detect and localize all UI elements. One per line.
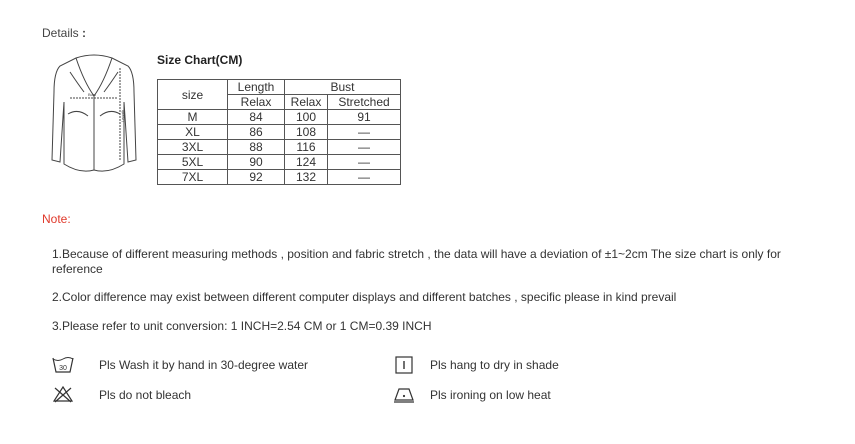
cell-bust-relax: 116	[285, 140, 328, 155]
cell-length: 84	[228, 110, 285, 125]
hand-wash-icon	[52, 356, 74, 374]
note-label: Note:	[42, 212, 71, 226]
note-item-1: 1.Because of different measuring methods , position and fabric stretch , the data will have a deviation of ±1~2cm The size chart is only for reference	[52, 247, 781, 276]
cell-length: 88	[228, 140, 285, 155]
cell-size: 7XL	[158, 170, 228, 185]
hang-dry-icon	[393, 356, 415, 374]
header-bust: Bust	[285, 80, 401, 95]
cell-length: 92	[228, 170, 285, 185]
details-label: Details	[42, 26, 79, 40]
garment-bust-label: Bust	[88, 92, 97, 97]
cell-bust-relax: 100	[285, 110, 328, 125]
cell-size: 3XL	[158, 140, 228, 155]
iron-low-heat-icon	[393, 385, 415, 403]
care-dry-text: Pls hang to dry in shade	[430, 358, 559, 372]
care-bleach-text: Pls do not bleach	[99, 388, 192, 402]
cell-size: 5XL	[158, 155, 228, 170]
cell-bust-relax: 124	[285, 155, 328, 170]
cell-length: 86	[228, 125, 285, 140]
note-item-2: 2.Color difference may exist between different computer displays and different batches , specific please in kind prevail	[52, 290, 677, 304]
header-length: Length	[228, 80, 285, 95]
table-row	[158, 125, 401, 140]
cell-bust-stretched: 91	[328, 110, 401, 125]
table-header-row	[158, 80, 401, 95]
cell-bust-stretched: —	[328, 170, 401, 185]
note-item-3: 3.Please refer to unit conversion: 1 INCH=2.54 CM or 1 CM=0.39 INCH	[52, 319, 432, 333]
cell-bust-stretched: —	[328, 140, 401, 155]
cell-bust-relax: 108	[285, 125, 328, 140]
size-chart-table	[157, 79, 401, 185]
details-heading	[42, 26, 86, 40]
no-bleach-icon	[52, 385, 74, 403]
header-size: size	[158, 80, 228, 110]
table-row	[158, 170, 401, 185]
table-row	[158, 110, 401, 125]
wash-temperature: 30	[59, 365, 67, 372]
size-chart-title: Size Chart(CM)	[157, 53, 243, 67]
garment-length-label: Length	[120, 109, 125, 122]
details-colon: :	[82, 26, 87, 40]
cell-size: XL	[158, 125, 228, 140]
cell-bust-stretched: —	[328, 125, 401, 140]
subheader-bust-relax: Relax	[285, 95, 328, 110]
care-iron-text: Pls ironing on low heat	[430, 388, 551, 402]
table-row	[158, 140, 401, 155]
subheader-length-relax: Relax	[228, 95, 285, 110]
garment-sketch-illustration	[48, 52, 140, 180]
cell-bust-stretched: —	[328, 155, 401, 170]
table-row	[158, 155, 401, 170]
cell-length: 90	[228, 155, 285, 170]
cell-bust-relax: 132	[285, 170, 328, 185]
cell-size: M	[158, 110, 228, 125]
subheader-bust-stretched: Stretched	[328, 95, 401, 110]
care-wash-text: Pls Wash it by hand in 30-degree water	[99, 358, 308, 372]
